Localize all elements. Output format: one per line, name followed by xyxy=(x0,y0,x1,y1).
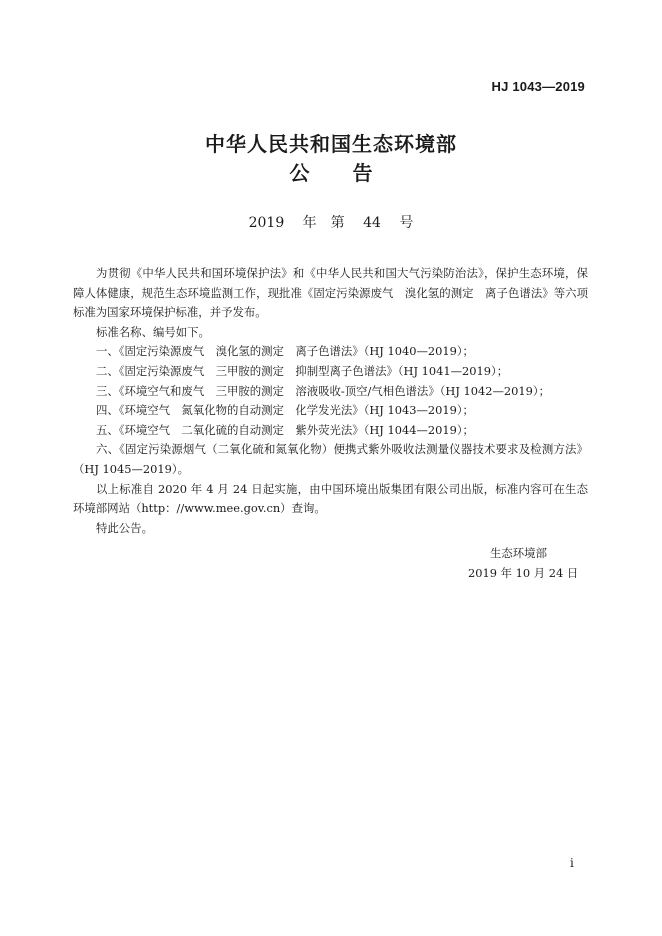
issue-number: 2019 年 第 44 号 xyxy=(248,215,414,231)
standard-item-3: 三、《环境空气和废气 三甲胺的测定 溶液吸收-顶空/气相色谱法》（HJ 1042—2019）； xyxy=(96,383,550,398)
list-heading: 标准名称、编号如下。 xyxy=(96,324,210,339)
standard-item-1: 一、《固定污染源废气 溴化氢的测定 离子色谱法》（HJ 1040—2019）； xyxy=(96,344,474,359)
announcement-title: 公 告 xyxy=(289,161,391,185)
standard-item-5: 五、《环境空气 二氧化硫的自动测定 紫外荧光法》（HJ 1044—2019）； xyxy=(96,422,474,437)
ministry-title: 中华人民共和国生态环境部 xyxy=(205,132,457,156)
standard-item-4: 四、《环境空气 氮氧化物的自动测定 化学发光法》（HJ 1043—2019）； xyxy=(96,403,474,418)
document-code: HJ 1043—2019 xyxy=(491,79,585,94)
issuing-organization: 生态环境部 xyxy=(490,546,547,560)
intro-paragraph: 为贯彻《中华人民共和国环境保护法》和《中华人民共和国大气污染防治法》，保护生态环境，保障人体健康，规范生态环境监测工作，现批准《固定污染源废气 溴化氢的测定 离子色谱法》等六项标准为国家环境保护标准，并予发布。 xyxy=(73,266,588,320)
announcement-body xyxy=(73,264,588,538)
page-number: i xyxy=(570,856,574,870)
issue-date: 2019 年 10 月 24 日 xyxy=(468,566,579,580)
standard-item-6: 六、《固定污染源烟气（二氧化硫和氮氧化物）便携式紫外吸收法测量仪器技术要求及检测方法》（HJ 1045—2019）。 xyxy=(73,442,588,476)
signature-block xyxy=(440,543,600,583)
implementation-paragraph: 以上标准自 2020 年 4 月 24 日起实施，由中国环境出版集团有限公司出版，标准内容可在生态环境部网站（http：//www.mee.gov.cn）查询。 xyxy=(73,481,588,516)
standard-item-2: 二、《固定污染源废气 三甲胺的测定 抑制型离子色谱法》（HJ 1041—2019）； xyxy=(96,363,509,378)
closing-line: 特此公告。 xyxy=(96,520,153,535)
title-block xyxy=(0,130,662,188)
